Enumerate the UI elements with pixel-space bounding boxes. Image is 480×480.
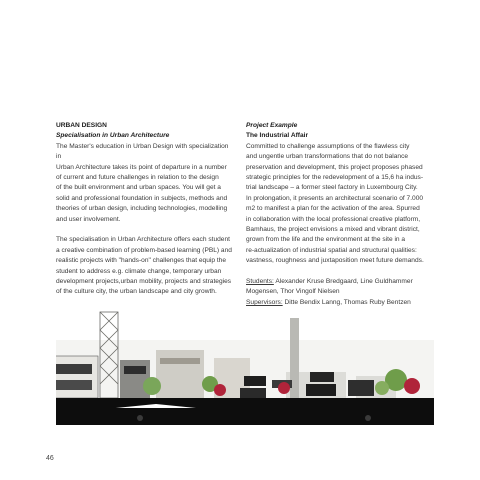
- page-number: 46: [46, 455, 54, 462]
- left-hall: [56, 356, 98, 398]
- project-section-illustration: [56, 300, 434, 425]
- intro-paragraph: [56, 142, 234, 225]
- students-credit: [246, 277, 432, 287]
- text-line: solid and professional foundation in subjects, methods and: [56, 194, 228, 202]
- text-line: and ungentle urban transformations that do not balance: [246, 153, 409, 161]
- text-line: Bamhaus, the project envisions a mixed and vibrant district,: [246, 226, 420, 234]
- text-line: trial landscape – a former steel factory in Luxembourg City.: [246, 184, 418, 192]
- text-line: a creative combination of problem-based learning (PBL) and: [56, 246, 232, 254]
- text-line: grown from the life and the environment at the site in a: [246, 236, 406, 244]
- text-line: strategic principles for the redevelopment of a 15,6 ha indus-: [246, 174, 424, 182]
- text-line: theories of urban design, including technologies, modelling: [56, 205, 228, 213]
- students-names-continued: Mogensen, Thor Vingolf Nielsen: [246, 288, 340, 296]
- text-line: and user involvement.: [56, 215, 121, 223]
- text-line: Urban Architecture takes its point of departure in a number: [56, 163, 227, 171]
- text-line: Committed to challenge assumptions of the flawless city: [246, 142, 410, 150]
- students-label: Students:: [246, 278, 274, 286]
- text-line: vastness, roughness and juxtaposition meet future demands.: [246, 257, 424, 265]
- text-line: m2 to manifest a plan for the activation of the area. Spurred: [246, 205, 420, 213]
- text-line: of current and future challenges in relation to the design: [56, 174, 219, 182]
- text-line: In prolongation, it presents an architectural scenario of 7.000: [246, 194, 424, 202]
- text-line: development projects,urban mobility, projects and strategies: [56, 278, 232, 286]
- supervisors-label: Supervisors:: [246, 298, 283, 306]
- text-line: in collaboration with the local professional creative platform,: [246, 215, 421, 223]
- text-line: The specialisation in Urban Architecture offers each student: [56, 236, 230, 244]
- text-line: of the culture city, the urban landscape and city growth.: [56, 288, 217, 296]
- students-names: Alexander Kruse Bredgaard, Line Guldhammer: [273, 278, 413, 286]
- text-line: realistic projects with "hands-on" challenges that equip the: [56, 257, 226, 265]
- text-line: preservation and development, this project proposes phased: [246, 163, 423, 171]
- text-line: of the built environment and urban spaces. You will get a: [56, 184, 221, 192]
- project-description: [246, 142, 432, 267]
- section-subheading: Specialisation in Urban Architecture: [56, 132, 170, 140]
- text-line: re-actualization of industrial spatial and structural qualities:: [246, 246, 417, 254]
- ground-base: [56, 408, 434, 425]
- text-line: The Master's education in Urban Design with specialization in: [56, 142, 229, 161]
- text-line: student to address e.g. climate change, temporary urban: [56, 267, 222, 275]
- specialisation-paragraph: [56, 235, 234, 297]
- section-heading: URBAN DESIGN: [56, 122, 107, 129]
- left-column: [56, 121, 234, 298]
- project-example-label: Project Example: [246, 122, 298, 129]
- supervisors-names: Ditte Bendix Lanng, Thomas Ruby Bentzen: [282, 298, 411, 306]
- right-column: [246, 121, 432, 308]
- project-title: The Industrial Affair: [246, 132, 309, 140]
